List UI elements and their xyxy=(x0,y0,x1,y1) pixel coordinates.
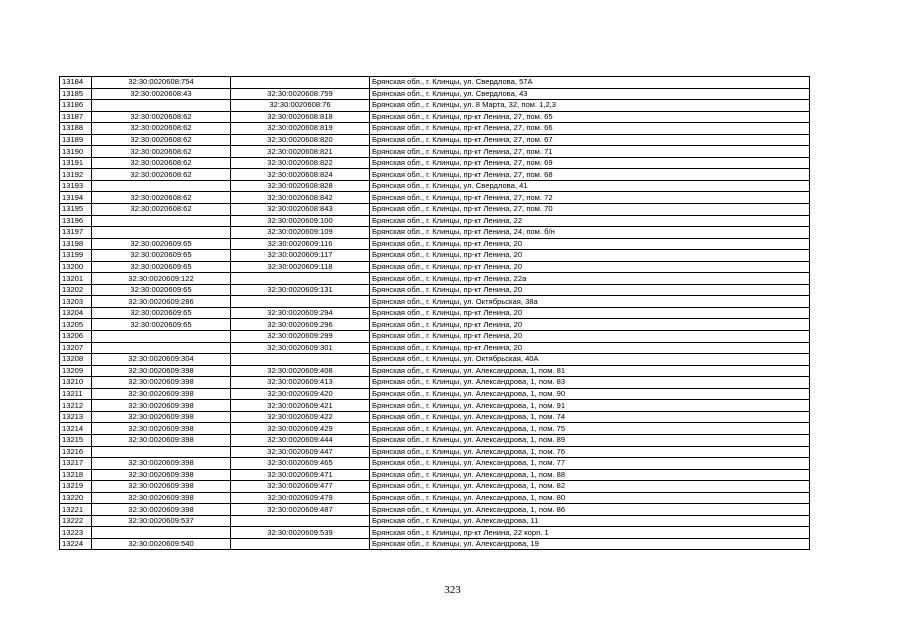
cadastral-quarter-cell: 32:30:0020609:398 xyxy=(92,492,231,504)
address-cell: Брянская обл., г. Клинцы, пр-кт Ленина, 20 xyxy=(370,307,810,319)
table-row xyxy=(60,492,810,504)
cadastral-number-cell xyxy=(231,296,370,308)
row-number: 13194 xyxy=(60,192,92,204)
row-number: 13184 xyxy=(60,77,92,89)
table-row xyxy=(60,296,810,308)
address-cell: Брянская обл., г. Клинцы, пр-кт Ленина, 20 xyxy=(370,250,810,262)
table-row xyxy=(60,354,810,366)
row-number: 13205 xyxy=(60,319,92,331)
cadastral-number-cell: 32:30:0020609:479 xyxy=(231,492,370,504)
cadastral-quarter-cell: 32:30:0020609:540 xyxy=(92,538,231,550)
row-number: 13202 xyxy=(60,284,92,296)
cadastral-number-cell: 32:30:0020609:447 xyxy=(231,446,370,458)
address-cell: Брянская обл., г. Клинцы, ул. Александрова, 1, пом. 74 xyxy=(370,411,810,423)
address-cell: Брянская обл., г. Клинцы, пр-кт Ленина, 27, пом. 70 xyxy=(370,204,810,216)
table-row xyxy=(60,215,810,227)
cadastral-number-cell: 32:30:0020609:408 xyxy=(231,365,370,377)
cadastral-number-cell xyxy=(231,77,370,89)
cadastral-number-cell: 32:30:0020608:821 xyxy=(231,146,370,158)
table-row xyxy=(60,192,810,204)
row-number: 13196 xyxy=(60,215,92,227)
cadastral-quarter-cell xyxy=(92,180,231,192)
address-cell: Брянская обл., г. Клинцы, ул. Александрова, 1, пом. 88 xyxy=(370,469,810,481)
table-row xyxy=(60,261,810,273)
cadastral-quarter-cell: 32:30:0020609:398 xyxy=(92,411,231,423)
address-cell: Брянская обл., г. Клинцы, ул. Александрова, 1, пом. 89 xyxy=(370,434,810,446)
cadastral-number-cell: 32:30:0020608:828 xyxy=(231,180,370,192)
cadastral-number-cell: 32:30:0020608:822 xyxy=(231,157,370,169)
table-row xyxy=(60,481,810,493)
address-cell: Брянская обл., г. Клинцы, ул. Александрова, 1, пом. 91 xyxy=(370,400,810,412)
address-cell: Брянская обл., г. Клинцы, пр-кт Ленина, 20 xyxy=(370,331,810,343)
cadastral-number-cell: 32:30:0020608:759 xyxy=(231,88,370,100)
cadastral-number-cell: 32:30:0020609:421 xyxy=(231,400,370,412)
cadastral-number-cell: 32:30:0020609:444 xyxy=(231,434,370,446)
table-row xyxy=(60,250,810,262)
row-number: 13216 xyxy=(60,446,92,458)
cadastral-quarter-cell: 32:30:0020609:398 xyxy=(92,423,231,435)
row-number: 13189 xyxy=(60,134,92,146)
cadastral-quarter-cell xyxy=(92,215,231,227)
address-cell: Брянская обл., г. Клинцы, ул. Свердлова, 57А xyxy=(370,77,810,89)
address-cell: Брянская обл., г. Клинцы, пр-кт Ленина, 22 корп. 1 xyxy=(370,527,810,539)
address-cell: Брянская обл., г. Клинцы, пр-кт Ленина, 22а xyxy=(370,273,810,285)
cadastral-quarter-cell: 32:30:0020608:754 xyxy=(92,77,231,89)
address-cell: Брянская обл., г. Клинцы, пр-кт Ленина, 27, пом. 69 xyxy=(370,157,810,169)
cadastral-number-cell xyxy=(231,273,370,285)
table-row xyxy=(60,458,810,470)
address-cell: Брянская обл., г. Клинцы, ул. Александрова, 11 xyxy=(370,515,810,527)
row-number: 13211 xyxy=(60,388,92,400)
table-row xyxy=(60,504,810,516)
cadastral-quarter-cell: 32:30:0020609:122 xyxy=(92,273,231,285)
table-row xyxy=(60,423,810,435)
address-cell: Брянская обл., г. Клинцы, ул. Александрова, 1, пом. 81 xyxy=(370,365,810,377)
table-row xyxy=(60,111,810,123)
cadastral-number-cell xyxy=(231,538,370,550)
address-cell: Брянская обл., г. Клинцы, ул. Свердлова, 43 xyxy=(370,88,810,100)
cadastral-number-cell: 32:30:0020609:465 xyxy=(231,458,370,470)
cadastral-quarter-cell: 32:30:0020609:398 xyxy=(92,469,231,481)
table-row xyxy=(60,77,810,89)
table-row xyxy=(60,238,810,250)
cadastral-quarter-cell xyxy=(92,446,231,458)
address-cell: Брянская обл., г. Клинцы, пр-кт Ленина, 27, пом. 65 xyxy=(370,111,810,123)
row-number: 13217 xyxy=(60,458,92,470)
row-number: 13224 xyxy=(60,538,92,550)
cadastral-quarter-cell: 32:30:0020608:62 xyxy=(92,111,231,123)
row-number: 13221 xyxy=(60,504,92,516)
cadastral-quarter-cell xyxy=(92,342,231,354)
table-row xyxy=(60,434,810,446)
table-row xyxy=(60,284,810,296)
cadastral-quarter-cell: 32:30:0020608:62 xyxy=(92,146,231,158)
cadastral-quarter-cell: 32:30:0020609:398 xyxy=(92,504,231,516)
row-number: 13193 xyxy=(60,180,92,192)
cadastral-quarter-cell: 32:30:0020609:398 xyxy=(92,377,231,389)
address-cell: Брянская обл., г. Клинцы, ул. Александрова, 1, пом. 90 xyxy=(370,388,810,400)
cadastral-quarter-cell: 32:30:0020609:398 xyxy=(92,400,231,412)
cadastral-number-cell xyxy=(231,354,370,366)
cadastral-number-cell: 32:30:0020608:820 xyxy=(231,134,370,146)
address-cell: Брянская обл., г. Клинцы, ул. Александрова, 1, пом. 77 xyxy=(370,458,810,470)
table-row xyxy=(60,180,810,192)
cadastral-number-cell: 32:30:0020609:471 xyxy=(231,469,370,481)
row-number: 13197 xyxy=(60,227,92,239)
cadastral-number-cell: 32:30:0020609:413 xyxy=(231,377,370,389)
table-row xyxy=(60,146,810,158)
row-number: 13219 xyxy=(60,481,92,493)
row-number: 13220 xyxy=(60,492,92,504)
row-number: 13192 xyxy=(60,169,92,181)
row-number: 13201 xyxy=(60,273,92,285)
table-row xyxy=(60,134,810,146)
row-number: 13198 xyxy=(60,238,92,250)
row-number: 13208 xyxy=(60,354,92,366)
cadastral-number-cell: 32:30:0020608:819 xyxy=(231,123,370,135)
table-row xyxy=(60,538,810,550)
table-row xyxy=(60,157,810,169)
address-cell: Брянская обл., г. Клинцы, пр-кт Ленина, 27, пом. 67 xyxy=(370,134,810,146)
cadastral-quarter-cell xyxy=(92,227,231,239)
cadastral-number-cell: 32:30:0020609:487 xyxy=(231,504,370,516)
table-body xyxy=(60,77,810,550)
cadastral-number-cell: 32:30:0020608:843 xyxy=(231,204,370,216)
cadastral-quarter-cell: 32:30:0020609:286 xyxy=(92,296,231,308)
address-cell: Брянская обл., г. Клинцы, ул. Октябрьская, 40А xyxy=(370,354,810,366)
row-number: 13188 xyxy=(60,123,92,135)
address-cell: Брянская обл., г. Клинцы, пр-кт Ленина, 27, пом. 66 xyxy=(370,123,810,135)
cadastral-quarter-cell: 32:30:0020608:62 xyxy=(92,192,231,204)
table-row xyxy=(60,388,810,400)
address-cell: Брянская обл., г. Клинцы, пр-кт Ленина, 20 xyxy=(370,284,810,296)
address-cell: Брянская обл., г. Клинцы, пр-кт Ленина, 22 xyxy=(370,215,810,227)
row-number: 13187 xyxy=(60,111,92,123)
cadastral-quarter-cell xyxy=(92,527,231,539)
cadastral-number-cell: 32:30:0020609:109 xyxy=(231,227,370,239)
table-row xyxy=(60,88,810,100)
cadastral-number-cell: 32:30:0020609:117 xyxy=(231,250,370,262)
cadastral-number-cell: 32:30:0020609:118 xyxy=(231,261,370,273)
cadastral-quarter-cell xyxy=(92,100,231,112)
cadastral-number-cell: 32:30:0020609:294 xyxy=(231,307,370,319)
row-number: 13203 xyxy=(60,296,92,308)
cadastral-number-cell: 32:30:0020609:301 xyxy=(231,342,370,354)
table-row xyxy=(60,319,810,331)
cadastral-quarter-cell: 32:30:0020608:62 xyxy=(92,134,231,146)
page-number: 323 xyxy=(444,584,461,596)
address-cell: Брянская обл., г. Клинцы, ул. Александрова, 1, пом. 83 xyxy=(370,377,810,389)
cadastral-quarter-cell: 32:30:0020609:398 xyxy=(92,481,231,493)
cadastral-number-cell: 32:30:0020609:539 xyxy=(231,527,370,539)
cadastral-number-cell: 32:30:0020609:296 xyxy=(231,319,370,331)
cadastral-number-cell: 32:30:0020608:824 xyxy=(231,169,370,181)
table-row xyxy=(60,469,810,481)
cadastral-quarter-cell: 32:30:0020609:398 xyxy=(92,388,231,400)
table-row xyxy=(60,365,810,377)
cadastral-table xyxy=(59,76,810,550)
table-row xyxy=(60,204,810,216)
address-cell: Брянская обл., г. Клинцы, пр-кт Ленина, 20 xyxy=(370,342,810,354)
row-number: 13223 xyxy=(60,527,92,539)
cadastral-quarter-cell: 32:30:0020608:62 xyxy=(92,123,231,135)
cadastral-quarter-cell: 32:30:0020609:65 xyxy=(92,238,231,250)
cadastral-number-cell: 32:30:0020609:299 xyxy=(231,331,370,343)
cadastral-number-cell: 32:30:0020609:477 xyxy=(231,481,370,493)
cadastral-quarter-cell: 32:30:0020609:65 xyxy=(92,250,231,262)
address-cell: Брянская обл., г. Клинцы, ул. Свердлова, 41 xyxy=(370,180,810,192)
row-number: 13199 xyxy=(60,250,92,262)
cadastral-quarter-cell: 32:30:0020608:43 xyxy=(92,88,231,100)
cadastral-number-cell: 32:30:0020609:116 xyxy=(231,238,370,250)
cadastral-number-cell: 32:30:0020609:420 xyxy=(231,388,370,400)
row-number: 13186 xyxy=(60,100,92,112)
cadastral-number-cell: 32:30:0020609:422 xyxy=(231,411,370,423)
row-number: 13215 xyxy=(60,434,92,446)
table-row xyxy=(60,527,810,539)
cadastral-quarter-cell: 32:30:0020609:65 xyxy=(92,261,231,273)
table-row xyxy=(60,400,810,412)
table-row xyxy=(60,100,810,112)
cadastral-quarter-cell: 32:30:0020609:537 xyxy=(92,515,231,527)
address-cell: Брянская обл., г. Клинцы, пр-кт Ленина, 20 xyxy=(370,238,810,250)
address-cell: Брянская обл., г. Клинцы, ул. Александрова, 19 xyxy=(370,538,810,550)
cadastral-quarter-cell: 32:30:0020609:398 xyxy=(92,434,231,446)
cadastral-quarter-cell: 32:30:0020608:62 xyxy=(92,169,231,181)
table-row xyxy=(60,331,810,343)
address-cell: Брянская обл., г. Клинцы, ул. Александрова, 1, пом. 86 xyxy=(370,504,810,516)
cadastral-number-cell: 32:30:0020608:818 xyxy=(231,111,370,123)
row-number: 13190 xyxy=(60,146,92,158)
table-row xyxy=(60,227,810,239)
cadastral-quarter-cell: 32:30:0020609:398 xyxy=(92,458,231,470)
table-row xyxy=(60,273,810,285)
table-row xyxy=(60,515,810,527)
table-row xyxy=(60,307,810,319)
address-cell: Брянская обл., г. Клинцы, ул. Александрова, 1, пом. 82 xyxy=(370,481,810,493)
row-number: 13209 xyxy=(60,365,92,377)
cadastral-quarter-cell: 32:30:0020609:65 xyxy=(92,284,231,296)
row-number: 13218 xyxy=(60,469,92,481)
row-number: 13200 xyxy=(60,261,92,273)
cadastral-number-cell: 32:30:0020609:131 xyxy=(231,284,370,296)
row-number: 13212 xyxy=(60,400,92,412)
cadastral-quarter-cell: 32:30:0020609:304 xyxy=(92,354,231,366)
row-number: 13210 xyxy=(60,377,92,389)
cadastral-quarter-cell: 32:30:0020609:398 xyxy=(92,365,231,377)
cadastral-quarter-cell: 32:30:0020608:62 xyxy=(92,204,231,216)
cadastral-quarter-cell xyxy=(92,331,231,343)
cadastral-quarter-cell: 32:30:0020609:65 xyxy=(92,307,231,319)
cadastral-number-cell: 32:30:0020608:842 xyxy=(231,192,370,204)
row-number: 13207 xyxy=(60,342,92,354)
address-cell: Брянская обл., г. Клинцы, ул. Александрова, 1, пом. 75 xyxy=(370,423,810,435)
address-cell: Брянская обл., г. Клинцы, ул. Александрова, 1, пом. 80 xyxy=(370,492,810,504)
row-number: 13222 xyxy=(60,515,92,527)
row-number: 13204 xyxy=(60,307,92,319)
address-cell: Брянская обл., г. Клинцы, ул. 8 Марта, 32, пом. 1,2,3 xyxy=(370,100,810,112)
table-row xyxy=(60,411,810,423)
cadastral-number-cell: 32:30:0020609:429 xyxy=(231,423,370,435)
table-row xyxy=(60,446,810,458)
row-number: 13213 xyxy=(60,411,92,423)
row-number: 13195 xyxy=(60,204,92,216)
table-row xyxy=(60,377,810,389)
table-row xyxy=(60,342,810,354)
table-row xyxy=(60,169,810,181)
address-cell: Брянская обл., г. Клинцы, пр-кт Ленина, 20 xyxy=(370,261,810,273)
address-cell: Брянская обл., г. Клинцы, пр-кт Ленина, 24, пом. б/н xyxy=(370,227,810,239)
table-row xyxy=(60,123,810,135)
cadastral-quarter-cell: 32:30:0020608:62 xyxy=(92,157,231,169)
row-number: 13191 xyxy=(60,157,92,169)
address-cell: Брянская обл., г. Клинцы, ул. Александрова, 1, пом. 76 xyxy=(370,446,810,458)
cadastral-number-cell: 32:30:0020608:76 xyxy=(231,100,370,112)
address-cell: Брянская обл., г. Клинцы, пр-кт Ленина, 27, пом. 68 xyxy=(370,169,810,181)
row-number: 13185 xyxy=(60,88,92,100)
row-number: 13206 xyxy=(60,331,92,343)
cadastral-number-cell: 32:30:0020609:100 xyxy=(231,215,370,227)
cadastral-quarter-cell: 32:30:0020609:65 xyxy=(92,319,231,331)
address-cell: Брянская обл., г. Клинцы, пр-кт Ленина, 27, пом. 71 xyxy=(370,146,810,158)
address-cell: Брянская обл., г. Клинцы, пр-кт Ленина, 27, пом. 72 xyxy=(370,192,810,204)
address-cell: Брянская обл., г. Клинцы, пр-кт Ленина, 20 xyxy=(370,319,810,331)
address-cell: Брянская обл., г. Клинцы, ул. Октябрьская, 38а xyxy=(370,296,810,308)
row-number: 13214 xyxy=(60,423,92,435)
cadastral-number-cell xyxy=(231,515,370,527)
